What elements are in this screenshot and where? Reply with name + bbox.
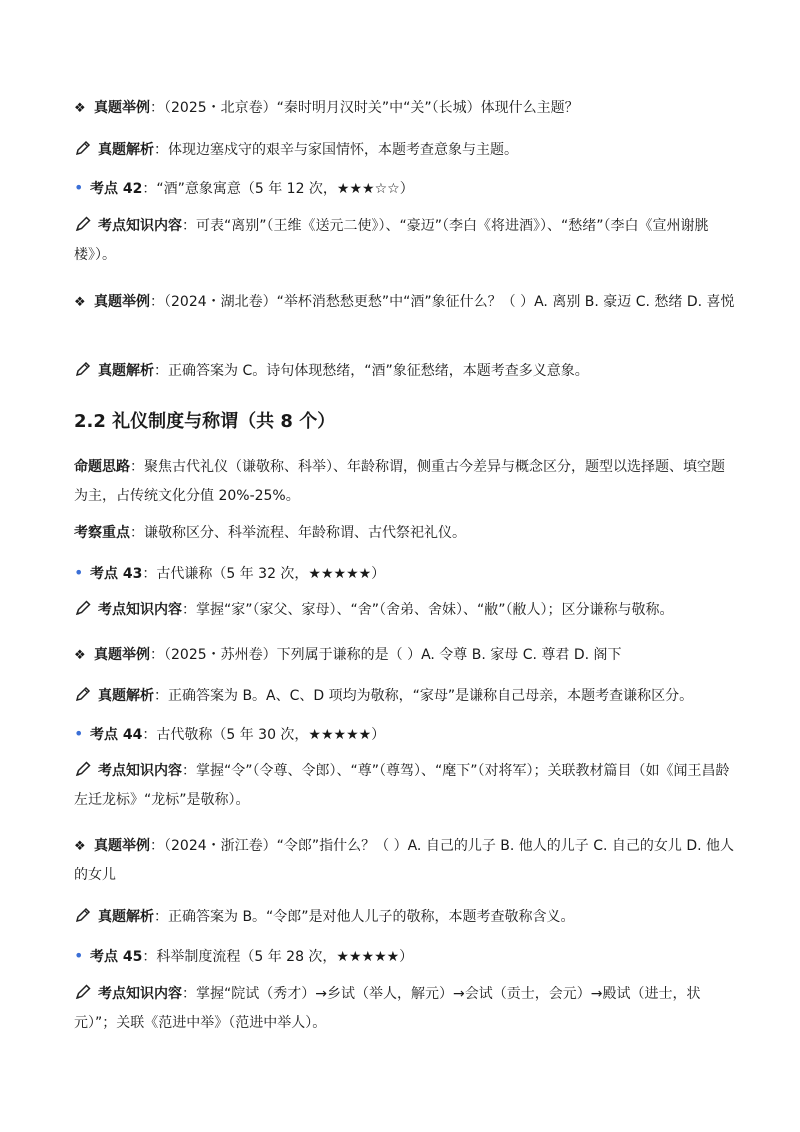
knowledge-block bbox=[74, 980, 736, 1038]
paragraph-text: ：聚焦古代礼仪（谦敬称、科举）、年龄称谓，侧重古今差异与概念区分，题型以选择题、填空题为主，占传统文化分值 20%-25%。 bbox=[74, 459, 725, 504]
point-label: 考点 42 bbox=[90, 181, 143, 197]
analysis-block bbox=[74, 903, 736, 932]
example-block bbox=[74, 641, 736, 670]
knowledge-text: ：掌握“家”（家父、家母）、“舍”（舍弟、舍妹）、“敝”（敝人）；区分谦称与敬称。 bbox=[182, 602, 674, 618]
pencil-icon bbox=[74, 360, 92, 378]
analysis-text: ：正确答案为 B。“令郎”是对他人儿子的敬称，本题考查敬称含义。 bbox=[154, 909, 575, 925]
point-label: 考点 44 bbox=[90, 727, 143, 743]
example-text: ：（2024・湖北卷）“举杯消愁愁更愁”中“酒”象征什么？（ ）A. 离别 B. 豪迈 C. 愁绪 D. 喜悦 bbox=[150, 294, 735, 310]
bullet-icon: • bbox=[74, 178, 84, 197]
paragraph-label: 考察重点 bbox=[74, 525, 130, 541]
pencil-icon bbox=[74, 685, 92, 703]
bullet-icon: • bbox=[74, 563, 84, 582]
point-block bbox=[74, 173, 736, 204]
knowledge-block bbox=[74, 596, 736, 625]
point-block bbox=[74, 558, 736, 589]
pen-icon bbox=[74, 599, 92, 617]
analysis-block bbox=[74, 136, 736, 165]
knowledge-block bbox=[74, 757, 736, 815]
bullet-icon: • bbox=[74, 946, 84, 965]
diamond-icon: ❖ bbox=[74, 839, 86, 854]
example-text: ：（2025・苏州卷）下列属于谦称的是（ ）A. 令尊 B. 家母 C. 尊君 D. 阁下 bbox=[150, 647, 622, 663]
example-label: 真题举例 bbox=[94, 100, 150, 116]
point-block bbox=[74, 941, 736, 972]
analysis-block bbox=[74, 357, 736, 386]
point-text: ：“酒”意象寓意（5 年 12 次，★★★☆☆） bbox=[142, 181, 414, 197]
point-label: 考点 45 bbox=[90, 949, 143, 965]
example-text: ：（2025・北京卷）“秦时明月汉时关”中“关”（长城）体现什么主题？ bbox=[150, 100, 579, 116]
knowledge-label: 考点知识内容 bbox=[98, 218, 182, 234]
analysis-label: 真题解析 bbox=[98, 363, 154, 379]
analysis-label: 真题解析 bbox=[98, 909, 154, 925]
point-text: ：古代谦称（5 年 32 次，★★★★★） bbox=[142, 566, 386, 582]
pencil-icon bbox=[74, 906, 92, 924]
point-label: 考点 43 bbox=[90, 566, 143, 582]
knowledge-label: 考点知识内容 bbox=[98, 763, 182, 779]
example-block bbox=[74, 832, 736, 890]
knowledge-block bbox=[74, 212, 736, 270]
knowledge-label: 考点知识内容 bbox=[98, 602, 182, 618]
paragraph-block bbox=[74, 519, 736, 548]
paragraph-label: 命题思路 bbox=[74, 459, 130, 475]
pen-icon bbox=[74, 215, 92, 233]
knowledge-text: ：掌握“院试（秀才）→乡试（举人，解元）→会试（贡士，会元）→殿试（进士，状元）”；关联《范进中举》（范进中举人）。 bbox=[74, 986, 701, 1031]
knowledge-label: 考点知识内容 bbox=[98, 986, 182, 1002]
analysis-block bbox=[74, 682, 736, 711]
point-text: ：科举制度流程（5 年 28 次，★★★★★） bbox=[142, 949, 414, 965]
analysis-text: ：正确答案为 B。A、C、D 项均为敬称，“家母”是谦称自己母亲，本题考查谦称区分。 bbox=[154, 688, 694, 704]
paragraph-block bbox=[74, 453, 736, 511]
diamond-icon: ❖ bbox=[74, 101, 86, 116]
diamond-icon: ❖ bbox=[74, 295, 86, 310]
analysis-label: 真题解析 bbox=[98, 142, 154, 158]
pen-icon bbox=[74, 760, 92, 778]
bullet-icon: • bbox=[74, 724, 84, 743]
point-text: ：古代敬称（5 年 30 次，★★★★★） bbox=[142, 727, 386, 743]
analysis-text: ：体现边塞戍守的艰辛与家国情怀，本题考查意象与主题。 bbox=[154, 142, 518, 158]
analysis-label: 真题解析 bbox=[98, 688, 154, 704]
pencil-icon bbox=[74, 139, 92, 157]
example-block bbox=[74, 94, 736, 123]
example-block bbox=[74, 288, 736, 317]
example-text: ：（2024・浙江卷）“令郎”指什么？（ ）A. 自己的儿子 B. 他人的儿子 C. 自己的女儿 D. 他人的女儿 bbox=[74, 838, 735, 883]
knowledge-text: ：掌握“令”（令尊、令郎）、“尊”（尊驾）、“麾下”（对将军）；关联教材篇目（如《闻王昌龄左迁龙标》“龙标”是敬称）。 bbox=[74, 763, 730, 808]
diamond-icon: ❖ bbox=[74, 648, 86, 663]
analysis-text: ：正确答案为 C。诗句体现愁绪，“酒”象征愁绪，本题考查多义意象。 bbox=[154, 363, 589, 379]
example-label: 真题举例 bbox=[94, 294, 150, 310]
example-label: 真题举例 bbox=[94, 647, 150, 663]
pen-icon bbox=[74, 983, 92, 1001]
knowledge-text: ：可表“离别”（王维《送元二使》）、“豪迈”（李白《将进酒》）、“愁绪”（李白《宣州谢朓楼》）。 bbox=[74, 218, 709, 263]
paragraph-text: ：谦敬称区分、科举流程、年龄称谓、古代祭祀礼仪。 bbox=[130, 525, 466, 541]
section-heading: 2.2 礼仪制度与称谓（共 8 个） bbox=[74, 411, 336, 432]
example-label: 真题举例 bbox=[94, 838, 150, 854]
point-block bbox=[74, 719, 736, 750]
